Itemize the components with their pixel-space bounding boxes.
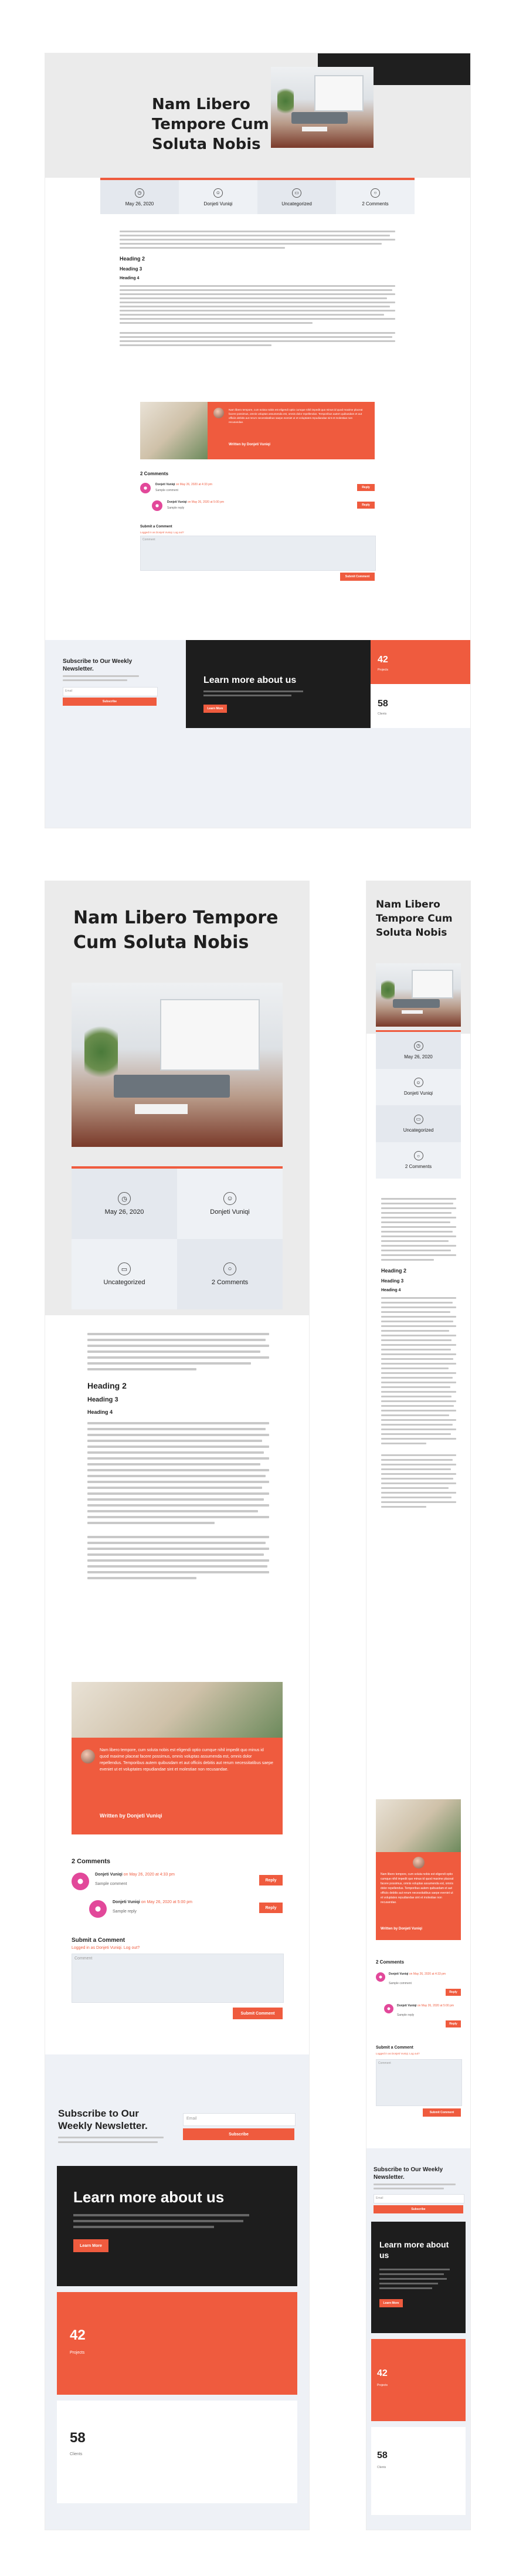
comment-icon: ○	[414, 1151, 423, 1160]
quote-box	[72, 1738, 283, 1834]
counter-clients: 58 Clients	[371, 684, 470, 728]
learn-title: Learn more about us	[203, 675, 297, 685]
subscribe-title: Subscribe to Our Weekly Newsletter.	[58, 2108, 148, 2131]
commenter-avatar	[152, 500, 162, 511]
comment-form-title: Submit a Comment	[140, 525, 172, 529]
heading-4: Heading 4	[381, 1288, 401, 1292]
reply-button[interactable]: Reply	[446, 2020, 461, 2027]
post-body	[381, 1198, 456, 1511]
folder-icon: ▭	[292, 188, 301, 198]
heading-3: Heading 3	[120, 266, 142, 272]
reply-button[interactable]: Reply	[259, 1903, 283, 1913]
quote-block	[140, 402, 375, 459]
user-icon: ☺	[213, 188, 223, 198]
email-input[interactable]: Email	[183, 2113, 296, 2126]
email-input[interactable]: Email	[63, 687, 158, 696]
quote-image	[72, 1682, 283, 1738]
quote-author: Written by Donjeti Vuniqi	[381, 1927, 422, 1931]
heading-4: Heading 4	[87, 1409, 113, 1415]
quote-text: Nam libero tempore, cum soluta nobis est eligendi optio cumque nihil impedit quo minus id quod maxime placeat facere possimus, omnis voluptas assumenda est, omnis dolor repellendus. Temporibus autem quibusdam et aut officiis debitis aut rerum necessitatibus saepe eveniet ut et voluptates repudiandae sint et molestiae non recusandae.	[100, 1748, 273, 1772]
commenter-avatar	[72, 1873, 89, 1890]
commenter-avatar	[384, 2004, 393, 2013]
quote-text: Nam libero tempore, cum soluta nobis est eligendi optio cumque nihil impedit quo minus id quod maxime placeat facere possimus, omnis voluptas assumenda est, omnis dolor repellendus. Temporibus autem quibusdam et aut officiis debitis aut rerum necessitatibus saepe eveniet ut et voluptates repudiandae sint et molestiae non recusandae.	[381, 1873, 454, 1904]
reply-button[interactable]: Reply	[446, 1989, 461, 1996]
comment-form-title: Submit a Comment	[72, 1937, 125, 1944]
clock-icon: ◷	[135, 188, 144, 198]
subscribe-button[interactable]: Subscribe	[183, 2128, 294, 2140]
post-body	[87, 1333, 269, 1583]
meta-comments[interactable]: ○ 2 Comments	[336, 180, 415, 214]
author-avatar	[81, 1749, 95, 1763]
meta-date: ◷ May 26, 2020	[100, 180, 179, 214]
mobile-mockup	[366, 881, 470, 2530]
heading-2: Heading 2	[381, 1268, 407, 1274]
footer	[45, 2054, 309, 2530]
comment-textarea[interactable]: Comment	[72, 1954, 284, 2003]
learn-more-button[interactable]: Learn More	[73, 2239, 108, 2252]
comment-item: Donjeti Vuniqi on May 26, 2020 at 4:33 pm Sample comment Reply	[72, 1871, 283, 1893]
footer	[45, 640, 470, 828]
tablet-mockup	[45, 881, 309, 2530]
meta-author[interactable]: ☺ Donjeti Vuniqi	[177, 1169, 283, 1239]
clock-icon: ◷	[414, 1041, 423, 1051]
heading-3: Heading 3	[381, 1278, 404, 1284]
learn-section	[57, 2166, 297, 2286]
quote-image	[140, 402, 208, 459]
submit-comment-button[interactable]: Submit Comment	[233, 2008, 283, 2019]
post-meta	[100, 180, 415, 214]
heading-3: Heading 3	[87, 1396, 118, 1403]
commenter-avatar	[376, 1972, 385, 1982]
meta-comments[interactable]: ○ 2 Comments	[376, 1142, 461, 1179]
author-avatar	[413, 1857, 425, 1868]
post-meta	[72, 1169, 283, 1309]
subscribe-title: Subscribe to Our Weekly Newsletter.	[63, 658, 133, 672]
comment-textarea[interactable]: Comment	[140, 536, 376, 571]
user-icon: ☺	[414, 1078, 423, 1087]
learn-more-button[interactable]: Learn More	[203, 705, 227, 713]
comments-heading: 2 Comments	[72, 1858, 111, 1865]
comment-textarea[interactable]: Comment	[376, 2059, 462, 2106]
post-body	[120, 231, 395, 348]
quote-author: Written by Donjeti Vuniqi	[229, 443, 270, 446]
comment-notice: Logged in as Donjeti Vuniqi. Log out?	[72, 1946, 140, 1950]
comment-notice: Logged in as Donjeti Vuniqi. Log out?	[376, 2052, 420, 2055]
comment-item: Donjeti Vuniqi on May 26, 2020 at 5:00 pm Sample reply Reply	[152, 499, 375, 513]
comments-heading: 2 Comments	[376, 1959, 405, 1965]
counter-projects: 42 Projects	[371, 640, 470, 684]
meta-comments[interactable]: ○ 2 Comments	[177, 1239, 283, 1309]
counter-clients: 58 Clients	[371, 2427, 466, 2515]
comment-item: Donjeti Vuniqi on May 26, 2020 at 4:33 pm Sample comment Reply	[140, 482, 375, 496]
quote-box	[208, 402, 375, 459]
learn-more-button[interactable]: Learn More	[379, 2299, 403, 2307]
comment-item: Donjeti Vuniqi on May 26, 2020 at 5:00 pm Sample reply Reply	[89, 1899, 283, 1920]
meta-author[interactable]: ☺ Donjeti Vuniqi	[179, 180, 257, 214]
reply-button[interactable]: Reply	[259, 1875, 283, 1886]
meta-author[interactable]: ☺ Donjeti Vuniqi	[376, 1069, 461, 1106]
comments-heading: 2 Comments	[140, 471, 169, 476]
heading-2: Heading 2	[120, 256, 145, 262]
meta-category[interactable]: ▭ Uncategorized	[257, 180, 336, 214]
subscribe-section	[45, 640, 186, 728]
clock-icon: ◷	[118, 1192, 131, 1205]
commenter-avatar	[140, 483, 151, 493]
meta-date: ◷ May 26, 2020	[72, 1169, 177, 1239]
quote-text: Nam libero tempore, cum soluta nobis est eligendi optio cumque nihil impedit quo minus id quod maxime placeat facere possimus, omnis voluptas assumenda est, omnis dolor repellendus. Temporibus autem quibusdam et aut officiis debitis aut rerum necessitatibus saepe eveniet ut et voluptates repudiandae sint et molestiae non recusandae.	[229, 408, 363, 424]
heading-2: Heading 2	[87, 1381, 127, 1390]
quote-box	[376, 1852, 461, 1940]
quote-author: Written by Donjeti Vuniqi	[100, 1813, 162, 1819]
comment-icon: ○	[371, 188, 380, 198]
featured-image	[376, 963, 461, 1027]
submit-comment-button[interactable]: Submit Comment	[423, 2108, 461, 2117]
subscribe-title: Subscribe to Our Weekly Newsletter.	[374, 2167, 443, 2181]
desktop-mockup	[45, 53, 470, 828]
comment-form-title: Submit a Comment	[376, 2046, 413, 2050]
comment-icon: ○	[223, 1262, 236, 1275]
counter-projects: 42 Projects	[57, 2292, 297, 2395]
comment-item: Donjeti Vuniqi on May 26, 2020 at 4:33 pm Sample comment Reply	[376, 1971, 461, 2000]
comment-notice: Logged in as Donjeti Vuniqi. Log out?	[140, 531, 184, 534]
learn-title: Learn more about us	[379, 2240, 449, 2260]
post-meta	[376, 1032, 461, 1179]
subscribe-button[interactable]: Subscribe	[374, 2205, 463, 2213]
counter-projects: 42 Projects	[371, 2339, 466, 2421]
reply-button[interactable]: Reply	[357, 484, 375, 491]
subscribe-button[interactable]: Subscribe	[63, 698, 157, 706]
email-input[interactable]: Email	[374, 2194, 464, 2203]
learn-title: Learn more about us	[73, 2188, 225, 2206]
heading-4: Heading 4	[120, 276, 140, 280]
comment-item: Donjeti Vuniqi on May 26, 2020 at 5:00 pm Sample reply Reply	[384, 2003, 461, 2032]
folder-icon: ▭	[118, 1262, 131, 1275]
meta-date: ◷ May 26, 2020	[376, 1032, 461, 1069]
learn-section	[186, 640, 371, 728]
post-title: Nam Libero Tempore Cum Soluta Nobis	[152, 96, 269, 153]
learn-section	[371, 2222, 466, 2333]
counter-clients: 58 Clients	[57, 2401, 297, 2503]
featured-image	[271, 67, 374, 148]
commenter-avatar	[89, 1900, 107, 1918]
footer	[366, 2148, 470, 2530]
folder-icon: ▭	[414, 1115, 423, 1124]
post-title: Nam Libero Tempore Cum Soluta Nobis	[376, 899, 453, 939]
meta-category[interactable]: ▭ Uncategorized	[72, 1239, 177, 1309]
quote-block	[72, 1682, 283, 1834]
reply-button[interactable]: Reply	[357, 502, 375, 509]
user-icon: ☺	[223, 1192, 236, 1205]
post-title: Nam Libero Tempore Cum Soluta Nobis	[73, 908, 279, 953]
quote-block	[376, 1799, 461, 1940]
author-avatar	[213, 408, 224, 418]
quote-image	[376, 1799, 461, 1852]
meta-category[interactable]: ▭ Uncategorized	[376, 1105, 461, 1142]
featured-image	[72, 983, 283, 1147]
submit-comment-button[interactable]: Submit Comment	[340, 573, 375, 581]
